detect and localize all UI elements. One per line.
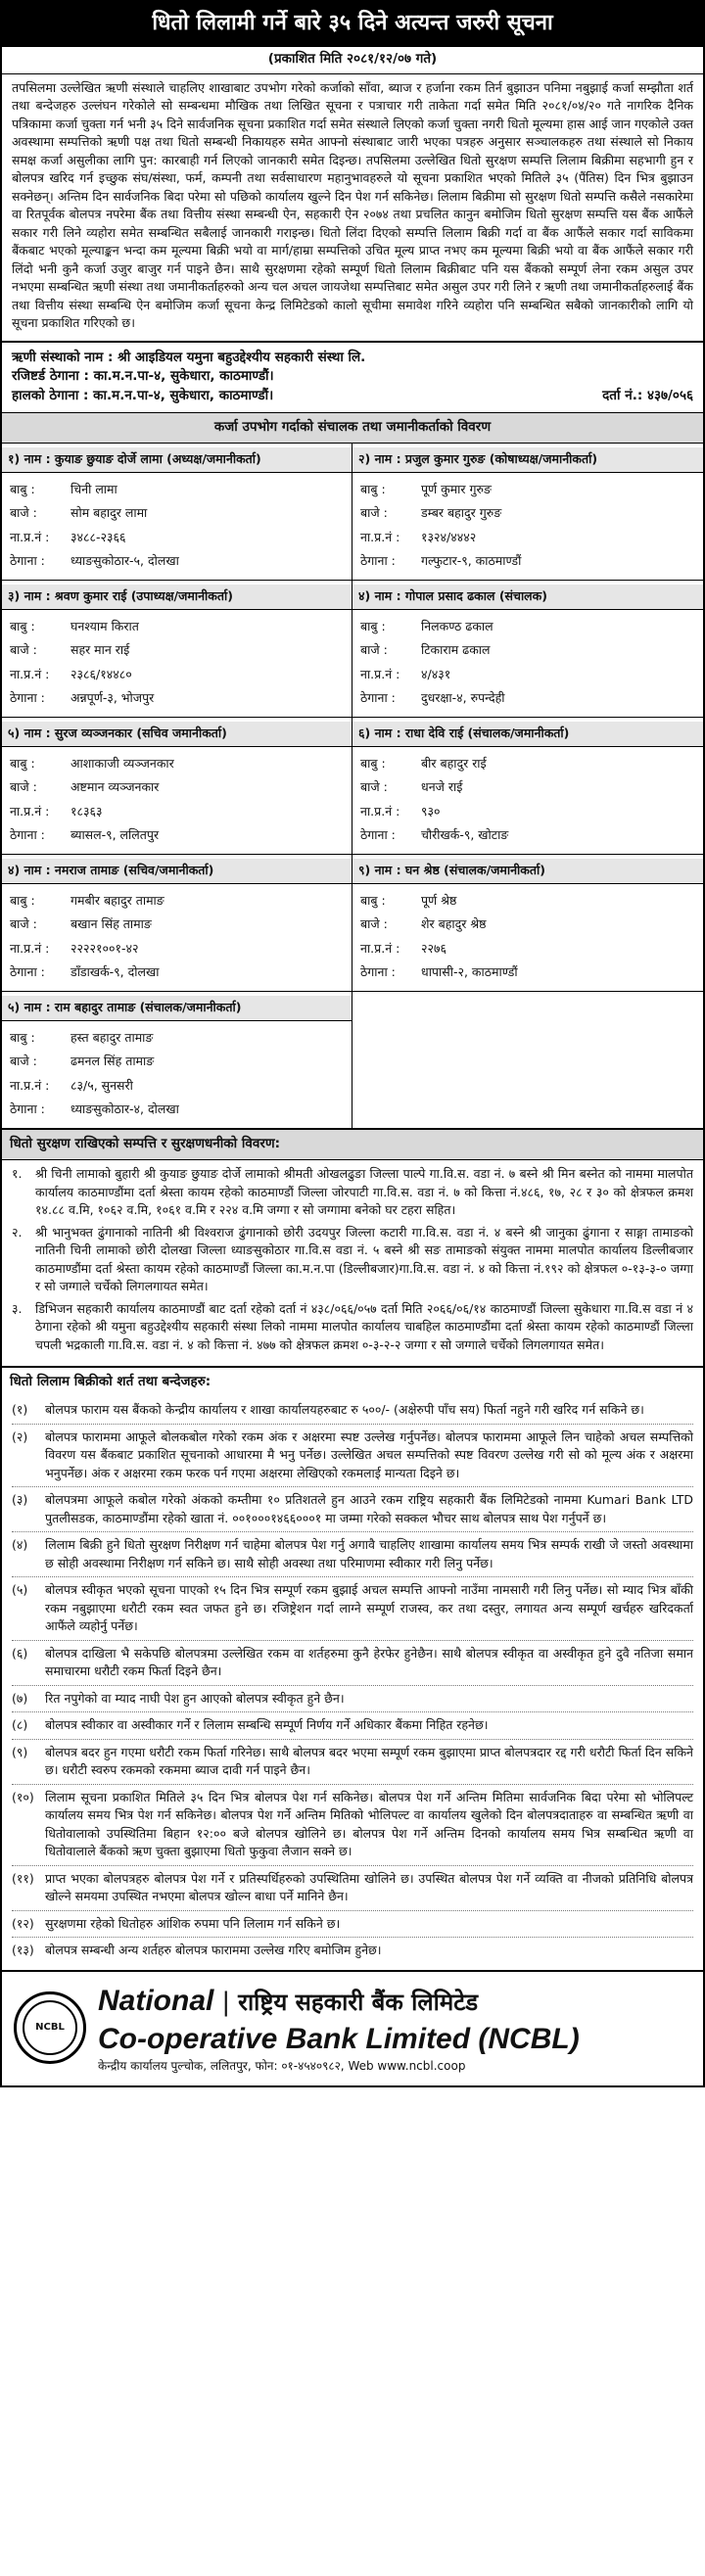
director-detail-row (360, 889, 695, 913)
directors-grid (2, 444, 703, 1129)
detail-label: ठेगाना : (10, 964, 45, 980)
terms-list (2, 1397, 703, 1970)
director-card (2, 855, 352, 992)
director-detail-row (360, 913, 695, 937)
term-text: लिलाम बिक्री हुने धितो सुरक्षण निरीक्षण गर्न चाहेमा बोलपत्र पेश गर्नु अगावै चाहलिए शाखामा कार्यालय समय भित्र सम्पर्क राखी जे जस्तो अवस्थामा छ सोही अवस्थामा निरीक्षण गर्न सकिने छ। साथै सोही अवस्था तथा परिमाणमा स्वीकार गरी लिनु पर्नेछ। (45, 1537, 693, 1570)
director-name: ४) नाम : नमराज तामाङ (सचिव/जमानीकर्ता) (2, 859, 352, 884)
term-text: लिलाम सूचना प्रकाशित मितिले ३५ दिन भित्र बोलपत्र पेश गर्न सकिनेछ। बोलपत्र पेश गर्ने अन्तिम मितिमा सार्वजनिक बिदा परेमा सो भोलिपल्ट कार्यालय समय भित्र पेश गर्न सकिनेछ। बोलपत्र पेश गर्ने अन्तिम मितिको भोलिपल्ट वा कार्यालय खुलेको दिन बोलपत्रदाताहरु वा सम्बन्धित ऋणी वा धितोवालाको उपस्थितिमा बिहान १२:०० बजे बोलपत्र खोलिने छ। बोलपत्र पेश गर्ने अन्तिम दिनको कार्यालय समय भित्र सम्बन्धित ऋणी वा धितोवालाले बैंकको ऋण चुक्ता बुझाएमा धितो फुकुवा लैजान सक्ने छ। (45, 1789, 693, 1859)
director-detail-row (10, 686, 344, 711)
director-name: २) नाम : प्रजुल कुमार गुरुङ (कोषाध्यक्ष/जमानीकर्ता) (352, 447, 703, 473)
detail-value: बीर बहादुर राई (421, 755, 487, 771)
detail-label: ठेगाना : (10, 690, 45, 706)
term-item (12, 1397, 693, 1425)
director-detail-row (360, 501, 695, 526)
property-text: श्री चिनी लामाको बुहारी श्री कुयाङ छुयाङ दोर्जे लामाको श्रीमती ओखलढुङा जिल्ला पाल्पे गा.वि.स. वडा नं. ७ बस्ने श्री मिन बस्नेत को नाममा मालपोत कार्यालय काठमाण्डौंमा दर्ता श्रेस्ता कायम रहेको काठमाण्डौं जिल्ला जोरपाटी गा.वि.स. वडा नं. ७ को कित्ता नं.४८६, १७, २८ र ३० को क्षेत्रफल क्रमश १४.८८ व.मि, १०६२ व.मि, १०६१ व.मि र २२४ व.मि जग्गा र सो जग्गामा बनेको घर टहरा सहित। (35, 1166, 693, 1218)
borrower-name-label: ऋणी संस्थाको नाम : (12, 349, 114, 365)
term-item (12, 1785, 693, 1866)
borrower-cur-row (12, 387, 693, 406)
detail-value: २३८६/१४४८० (70, 666, 132, 681)
bank-identity (98, 1980, 691, 2076)
notice-title: धितो लिलामी गर्ने बारे ३५ दिने अत्यन्त जरुरी सूचना (2, 2, 703, 47)
detail-label: बाजे : (10, 505, 37, 521)
borrower-block (2, 343, 703, 414)
term-number: (११) (12, 1870, 34, 1886)
director-name: ५) नाम : राम बहादुर तामाङ (संचालक/जमानीकर्ता) (2, 996, 352, 1021)
director-detail-row (10, 1098, 344, 1122)
property-number: २. (12, 1224, 23, 1240)
property-list (2, 1160, 703, 1366)
term-text: बोलपत्र सम्बन्धी अन्य शर्तहरु बोलपत्र फाराममा उल्लेख गरिए बमोजिम हुनेछ। (45, 1943, 382, 1958)
detail-label: ठेगाना : (360, 964, 396, 980)
borrower-name: श्री आइडियल यमुना बहुउद्देश्यीय सहकारी संस्था लि. (118, 349, 366, 365)
term-number: (९) (12, 1744, 28, 1759)
term-item (12, 1532, 693, 1577)
detail-label: बाबु : (360, 892, 386, 908)
director-detail-row (10, 960, 344, 985)
detail-label: ठेगाना : (360, 553, 396, 569)
detail-value: ३४८८-२३६६ (70, 529, 126, 544)
detail-value: अष्टमान व्यञ्जनकार (70, 779, 160, 795)
detail-value: डम्बर बहादुर गुरुङ (421, 505, 502, 521)
director-detail-row (10, 501, 344, 526)
detail-label: बाबु : (10, 1029, 35, 1045)
detail-label: ना.प्र.नं : (10, 529, 50, 544)
term-number: (६) (12, 1645, 28, 1661)
director-detail-row (360, 663, 695, 687)
borrower-reg-row (12, 367, 693, 387)
detail-label: ठेगाना : (10, 1101, 45, 1117)
detail-value: ध्याङसुकोठार-५, दोलखा (70, 553, 179, 569)
bank-name-np: राष्ट्रिय सहकारी बैंक लिमिटेड (238, 1988, 479, 2016)
director-detail-row (360, 823, 695, 848)
detail-value: ८३/५, सुनसरी (70, 1077, 133, 1093)
intro-paragraph: तपसिलमा उल्लेखित ऋणी संस्थाले चाहलिए शाखाबाट उपभोग गरेको कर्जाको साँवा, ब्याज र हर्जाना रकम तिर्न बुझाउन पनिमा नबुझाई कर्जा सम्झौता शर्त तथा बन्देजहरु उल्लंघन गरेकोले सो सम्बन्धमा मौखिक तथा लिखित सूचना र पत्राचार गरी ताकेता गर्दा समेत मिति २०८१/०४/२० गते नागरिक दैनिक पत्रिकामा कर्जा चुक्ता गर्न भनी ३५ दिने सार्वजनिक सूचना प्रकाशित गर्दा समेत संस्थाले लिएको कर्जा चुक्ता नगरी धितो मूल्यमा हास आई जान गएकोले उक्त अवस्थामा सम्पत्तिको ऋणी पक्ष तथा धितो सम्बन्धी निकायहरु समेत आफ्नो संस्थाबाट जारी भएका पत्रहरु अनुसार सञ्चालकहरु तथा संस्थाले सो निकाय समक्ष कर्जा असुलीका लागि पुन: कारबाही गर्न लिएको जानकारी समेत दिइन्छ। तपसिलमा उल्लेखित धितो सुरक्षण सम्पत्ति लिलाम बिक्रीमा सहभागी हुन र बोलपत्र खरिद गर्न इच्छुक संघ/संस्था, फर्म, कम्पनी तथा सर्वसाधारण महानुभावहरुले यो सूचना प्रकाशित भएको मितिले ३५ (पैंतिस) दिन भित्र बुझाउन सक्नेछन्। अन्तिम दिन सार्वजनिक बिदा परेमा सो पछिको कार्यालय खुल्ने दिन पेश गर्न सकिनेछ। लिलाम बिक्रीमा सो सुरक्षण धितो सम्पत्ति कसैले नसकारेमा वा रितपूर्वक बोलपत्र नपरेमा बैंक तथा वित्तीय संस्था सम्बन्धी ऐन, सहकारी ऐन २०७४ तथा प्रचलित कानुन बमोजिम धितो सुरक्षण सम्पत्ति यस बैंक आफैंले सकार गरी लिने व्यहोरा समेत सम्बन्धित सबैलाई जानकारी गराइन्छ। धितो लिंदा दिएको सम्पत्ति लिलाम बिक्री गर्दा वा बैंक आफैंले सकार गर्दा साविकमा बैंकबाट भएको मूल्याङ्कन भन्दा कम मूल्यमा बिक्री भयो वा मार्ग/हाम्रा सम्पत्तिको उचित मूल्य प्राप्त नभए कम मूल्यमा बिक्री भयो वा बैंक आफैंले सकार गरी लिंदो भनी कुनै कर्जा उजुर बाजुर गर्न पाइने छैन। साथै सुरक्षणमा रहेको सम्पूर्ण धितो लिलाम बिक्रीबाट पनि यस बैंकको सम्पूर्ण लेना रकम असुल उपर नभएमा सम्बन्धित ऋणी संस्था तथा जमानीकर्ताहरुको अन्य चल अचल जायजेथा सम्पत्तिबाट समेत असुल उपर गरी लिने र ऋणी तथा जमानीकर्ताहरुलाई बैंक तथा वित्तीय संस्था सम्बन्धि ऐन बमोजिम कर्जा सूचना केन्द्र लिमिटेडको कालो सूचीमा समावेश गरिने व्यहोरा पनि सम्बन्धित सबैको जानकारीको लागि यो सूचना प्रकाशित गरिएको छ। (2, 74, 703, 343)
detail-label: बाबु : (10, 892, 35, 908)
bank-logo-inner: NCBL (23, 2000, 77, 2055)
detail-value: पूर्ण श्रेष्ठ (421, 892, 457, 908)
director-card (2, 444, 352, 581)
detail-value: गमबीर बहादुर तामाङ (70, 892, 164, 908)
detail-label: बाबु : (10, 755, 35, 771)
detail-value: शेर बहादुर श्रेष्ठ (421, 916, 487, 932)
term-item (12, 1911, 693, 1939)
detail-label: बाबु : (10, 618, 35, 633)
term-text: रित नपुगेको वा म्याद नाघी पेश हुन आएको बोलपत्र स्वीकृत हुने छैन। (45, 1690, 345, 1706)
detail-label: ना.प्र.नं : (10, 940, 50, 956)
detail-value: चिनी लामा (70, 481, 118, 496)
director-detail-row (10, 549, 344, 574)
detail-value: ढमनल सिंह तामाङ (70, 1054, 155, 1069)
term-item (12, 1740, 693, 1785)
bank-footer (2, 1970, 703, 2085)
borrower-name-row (12, 349, 693, 368)
detail-label: ठेगाना : (10, 553, 45, 569)
director-detail-row (360, 800, 695, 824)
term-item (12, 1712, 693, 1740)
term-text: बोलपत्र स्वीकृत भएको सूचना पाएको १५ दिन भित्र सम्पूर्ण रकम बुझाई अचल सम्पत्ति आफ्नो नाउँमा नामसारी गरी लिनु पर्नेछ। सो म्याद भित्र बाँकी रकम नबुझाएमा धरौटी रकम स्वत जफत हुने छ। रजिष्ट्रेशन गर्दा लाग्ने सम्पूर्ण राजस्व, कर तथा दस्तुर, लगायत अन्य सम्पूर्ण खर्चहरु खरिदकर्ता आफैंले व्यहोर्नु पर्नेछ। (45, 1582, 693, 1634)
term-item (12, 1866, 693, 1911)
director-detail-row (10, 775, 344, 800)
detail-value: २२७६ (421, 940, 447, 956)
cur-address: का.म.न.पा-४, सुकेधारा, काठमाण्डौं। (93, 388, 274, 404)
detail-value: पूर्ण कुमार गुरुङ (421, 481, 492, 496)
term-number: (२) (12, 1429, 28, 1444)
detail-value: बखान सिंह तामाङ (70, 916, 152, 932)
terms-heading: धितो लिलाम बिक्रीको शर्त तथा बन्देजहरु: (2, 1366, 703, 1397)
term-item (12, 1425, 693, 1488)
director-detail-row (360, 478, 695, 502)
property-item (12, 1300, 693, 1355)
director-detail-row (10, 478, 344, 502)
director-card (2, 581, 352, 718)
term-number: (३) (12, 1492, 28, 1508)
term-number: (१०) (12, 1789, 34, 1804)
property-text: डिभिजन सहकारी कार्यालय काठमाण्डौं बाट दर्ता रहेको दर्ता नं ४३८/०६६/०५७ दर्ता मिति २०६६/०६/१४ काठमाण्डौं जिल्ला सुकेधारा गा.वि.स वडा नं ४ ठेगाना रहेको श्री यमुना बहुउद्देश्यीय सहकारी संस्था लिको नाममा मालपोत कार्यालय चाबहिल काठमाण्डौंमा दर्ता श्रेस्ता कायम रहेको काठमाण्डौं जिल्ला चपली भद्रकाली गा.वि.स. वडा नं. ४ को कित्ता नं. ४७७ को क्षेत्रफल क्रमश ०-३-२-२ जग्गा र सो जग्गाले चर्चेको लिगलगायत समेत। (35, 1300, 693, 1352)
detail-value: ध्याङसुकोठार-४, दोलखा (70, 1101, 179, 1117)
director-detail-row (10, 638, 344, 663)
term-item (12, 1641, 693, 1686)
detail-label: ठेगाना : (360, 690, 396, 706)
term-text: प्राप्त भएका बोलपत्रहरु बोलपत्र पेश गर्ने र प्रतिस्पर्धिहरुको उपस्थितिमा खोलिने छ। उपस्थित बोलपत्र पेश गर्ने व्यक्ति वा नीजको प्रतिनिधि बोलपत्र खोल्ने समयमा उपस्थित नभएमा बोलपत्र खोल्न बाधा पर्ने मानिने छैन। (45, 1870, 693, 1904)
director-detail-row (10, 823, 344, 848)
detail-value: १३२४/४४४२ (421, 529, 477, 544)
property-text: श्री भानुभक्त ढुंगानाको नातिनी श्री विश्वराज ढुंगानाको छोरी उदयपुर जिल्ला कटारी गा.वि.स. वडा नं. ४ बस्ने श्री जानुका ढुंगाना र साङ्गा तामाङको नातिनी चिनी लामाको छोरी दोलखा जिल्ला ध्याङसुकोठार गा.वि.स वडा नं. ५ बस्ने श्री सङ तामाङको संयुक्त नाममा मालपोत कार्यालय डिल्लीबजार काठमाण्डौंमा दर्ता श्रेस्ता कायम रहेको काठमाण्डौं जिल्ला का.म.न.पा (डिल्लीबजार)गा.वि.स. वडा नं. ४ को कित्ता नं.१९२ को क्षेत्रफल ०-१३-३-० जग्गा र सो जग्गाले चर्चेको लिगलगायत समेत। (35, 1224, 693, 1294)
term-number: (१) (12, 1402, 28, 1418)
term-number: (१२) (12, 1915, 34, 1931)
director-detail-row (360, 752, 695, 776)
detail-value: हस्त बहादुर तामाङ (70, 1029, 154, 1045)
detail-label: ना.प्र.नं : (10, 803, 50, 819)
detail-value: निलकण्ठ ढकाल (421, 618, 494, 633)
term-number: (१३) (12, 1943, 34, 1958)
detail-label: ना.प्र.नं : (10, 666, 50, 681)
director-detail-row (10, 752, 344, 776)
cur-address-label: हालको ठेगाना : (12, 388, 89, 404)
term-text: बोलपत्रमा आफूले कबोल गरेको अंकको कम्तीमा १० प्रतिशतले हुन आउने रकम राष्ट्रिय सहकारी बैंक लिमिटेडको नाममा Kumari Bank LTD पुतलीसडक, काठमाण्डौंमा रहेको खाता नं. ००१०००१४६६०००१ मा जम्मा गरेको सक्कल भौचर साथ बोलपत्र साथ पेश गर्नुपर्ने छ। (45, 1492, 693, 1525)
detail-value: घनश्याम किरात (70, 618, 139, 633)
director-detail-row (360, 549, 695, 574)
director-card (352, 855, 703, 992)
detail-value: अन्नपूर्ण-३, भोजपुर (70, 690, 155, 706)
director-detail-row (360, 638, 695, 663)
property-number: ३. (12, 1300, 23, 1316)
director-name: ४) नाम : गोपाल प्रसाद ढकाल (संचालक) (352, 585, 703, 610)
detail-value: दुधरक्षा-४, रुपन्देही (421, 690, 505, 706)
term-item (12, 1577, 693, 1641)
director-detail-row (360, 775, 695, 800)
detail-label: बाजे : (10, 916, 37, 932)
director-name: १) नाम : कुयाङ छुयाङ दोर्जे लामा (अध्यक्ष/जमानीकर्ता) (2, 447, 352, 473)
term-item (12, 1686, 693, 1713)
director-name: ९) नाम : घन श्रेष्ठ (संचालक/जमानीकर्ता) (352, 859, 703, 884)
bank-logo (14, 1991, 86, 2064)
property-number: १. (12, 1166, 23, 1182)
detail-value: चौरीखर्क-९, खोटाङ (421, 827, 509, 843)
detail-label: बाजे : (10, 779, 37, 795)
director-detail-row (360, 960, 695, 985)
director-detail-row (10, 800, 344, 824)
director-detail-row (360, 686, 695, 711)
director-detail-row (10, 526, 344, 550)
detail-label: बाजे : (10, 642, 37, 658)
detail-label: ना.प्र.नं : (10, 1077, 50, 1093)
director-detail-row (10, 663, 344, 687)
director-detail-row (10, 1026, 344, 1051)
term-text: बोलपत्र फाराममा आफूले बोलकबोल गरेको रकम अंक र अक्षरमा स्पष्ट उल्लेख गर्नुपर्नेछ। बोलपत्र फाराममा आफूले लिन चाहेको अचल सम्पत्तिको विवरण यस बैंकबाट प्रकाशित सूचनाको आधारमा मै भनु पर्नेछ। उल्लेखित अचल सम्पत्तिको स्पष्ट विवरण उल्लेख गरी सो को मूल्य अंक र अक्षरमा भनुपर्नेछ। अंक र अक्षरमा रकम फरक पर्न गएमा अक्षरमा लेखिएको रकमलाई मान्यता दिइने छ। (45, 1429, 693, 1480)
term-text: बोलपत्र स्वीकार वा अस्वीकार गर्ने र लिलाम सम्बन्धि सम्पूर्ण निर्णय गर्ने अधिकार बैंकमा निहित रहनेछ। (45, 1717, 489, 1733)
detail-value: गल्फुटार-९, काठमाण्डौं (421, 553, 522, 569)
term-item (12, 1487, 693, 1532)
reg-address: का.म.न.पा-४, सुकेधारा, काठमाण्डौं। (93, 368, 274, 385)
director-detail-row (10, 1074, 344, 1099)
bank-name-separator: | (221, 1987, 231, 2017)
bank-name-en-2: Co-operative Bank Limited (NCBL) (98, 2023, 580, 2056)
director-card (352, 718, 703, 855)
term-item (12, 1938, 693, 1964)
reg-no: ४३७/०५६ (646, 388, 693, 404)
director-card (2, 718, 352, 855)
director-detail-row (360, 615, 695, 639)
detail-label: ना.प्र.नं : (360, 940, 400, 956)
director-detail-row (10, 615, 344, 639)
bank-name-en-1: National (98, 1984, 214, 2017)
empty-cell (352, 992, 703, 1129)
director-card (2, 992, 352, 1129)
director-detail-row (360, 526, 695, 550)
reg-address-label: रजिष्टर्ड ठेगाना : (12, 368, 89, 385)
director-name: ५) नाम : सुरज व्यञ्जनकार (सचिव जमानीकर्ता) (2, 722, 352, 747)
detail-label: बाजे : (360, 642, 388, 658)
director-detail-row (10, 937, 344, 961)
property-heading: धितो सुरक्षण राखिएको सम्पत्ति र सुरक्षणधनीको विवरण: (2, 1129, 703, 1160)
detail-value: आशाकाजी व्यञ्जनकार (70, 755, 174, 771)
property-item (12, 1224, 693, 1296)
detail-label: ना.प्र.नं : (360, 666, 400, 681)
term-text: सुरक्षणमा रहेको धितोहरु आंशिक रुपमा पनि लिलाम गर्न सकिने छ। (45, 1915, 341, 1931)
property-item (12, 1165, 693, 1220)
detail-value: डाँडाखर्क-९, दोलखा (70, 964, 160, 980)
detail-value: २२२२१००१-४२ (70, 940, 139, 956)
detail-value: ब्यासल-९, ललितपुर (70, 827, 160, 843)
director-detail-row (360, 937, 695, 961)
director-card (352, 581, 703, 718)
detail-value: धापासी-२, काठमाण्डौं (421, 964, 518, 980)
detail-label: ठेगाना : (10, 827, 45, 843)
detail-label: ना.प्र.नं : (360, 803, 400, 819)
detail-label: बाबु : (360, 618, 386, 633)
term-text: बोलपत्र दाखिला भै सकेपछि बोलपत्रमा उल्लेखित रकम वा शर्तहरुमा कुनै हेरफेर हुनेछैन। साथै बोलपत्र स्वीकृत वा अस्वीकृत हुने दुवै नतिजा समान समाचारमा धरौटी रकम फिर्ता दिइने छैन। (45, 1645, 693, 1679)
detail-value: सहर मान राई (70, 642, 130, 658)
published-date: (प्रकाशित मिति २०८१/१२/०७ गते) (2, 47, 703, 74)
directors-heading: कर्जा उपभोग गर्दाको संचालक तथा जमानीकर्ताको विवरण (2, 413, 703, 444)
detail-label: बाबु : (360, 481, 386, 496)
detail-label: बाबु : (360, 755, 386, 771)
detail-label: ना.प्र.नं : (360, 529, 400, 544)
director-detail-row (10, 1050, 344, 1074)
term-number: (७) (12, 1690, 28, 1706)
detail-label: बाजे : (360, 779, 388, 795)
director-name: ६) नाम : राधा देवि राई (संचालक/जमानीकर्ता) (352, 722, 703, 747)
detail-value: धनजे राई (421, 779, 463, 795)
detail-label: ठेगाना : (360, 827, 396, 843)
term-text: बोलपत्र बदर हुन गएमा धरौटी रकम फिर्ता गरिनेछ। साथै बोलपत्र बदर भएमा सम्पूर्ण रकम बुझाएमा प्राप्त बोलपत्रदार रद्द गरी धरौटी फिर्ता दिन सकिने छ। धरौटी स्वरुप रकमको रकममा ब्याज दावी गर्न पाइने छैन। (45, 1744, 693, 1778)
detail-value: ९३० (421, 803, 441, 819)
detail-label: बाजे : (360, 916, 388, 932)
detail-value: ४/४३१ (421, 666, 451, 681)
director-detail-row (10, 913, 344, 937)
director-name: ३) नाम : श्रवण कुमार राई (उपाध्यक्ष/जमानीकर्ता) (2, 585, 352, 610)
detail-label: बाजे : (360, 505, 388, 521)
director-card (352, 444, 703, 581)
term-text: बोलपत्र फाराम यस बैंकको केन्द्रीय कार्यालय र शाखा कार्यालयहरुबाट रु ५००/- (अक्षेरुपी पाँच सय) फिर्ता नहुने गरी खरिद गर्न सकिने छ। (45, 1402, 644, 1418)
term-number: (४) (12, 1537, 28, 1553)
detail-label: बाजे : (10, 1054, 37, 1069)
detail-label: बाबु : (10, 481, 35, 496)
detail-value: टिकाराम ढकाल (421, 642, 491, 658)
reg-no-label: दर्ता नं.: (602, 388, 643, 404)
detail-value: सोम बहादुर लामा (70, 505, 148, 521)
term-number: (५) (12, 1582, 28, 1598)
detail-value: १८३६३ (70, 803, 103, 819)
term-number: (८) (12, 1717, 28, 1733)
director-detail-row (10, 889, 344, 913)
bank-address: केन्द्रीय कार्यालय पुल्चोक, ललितपुर, फोन: ०१-४५४०९८२, Web www.ncbl.coop (98, 2059, 466, 2074)
